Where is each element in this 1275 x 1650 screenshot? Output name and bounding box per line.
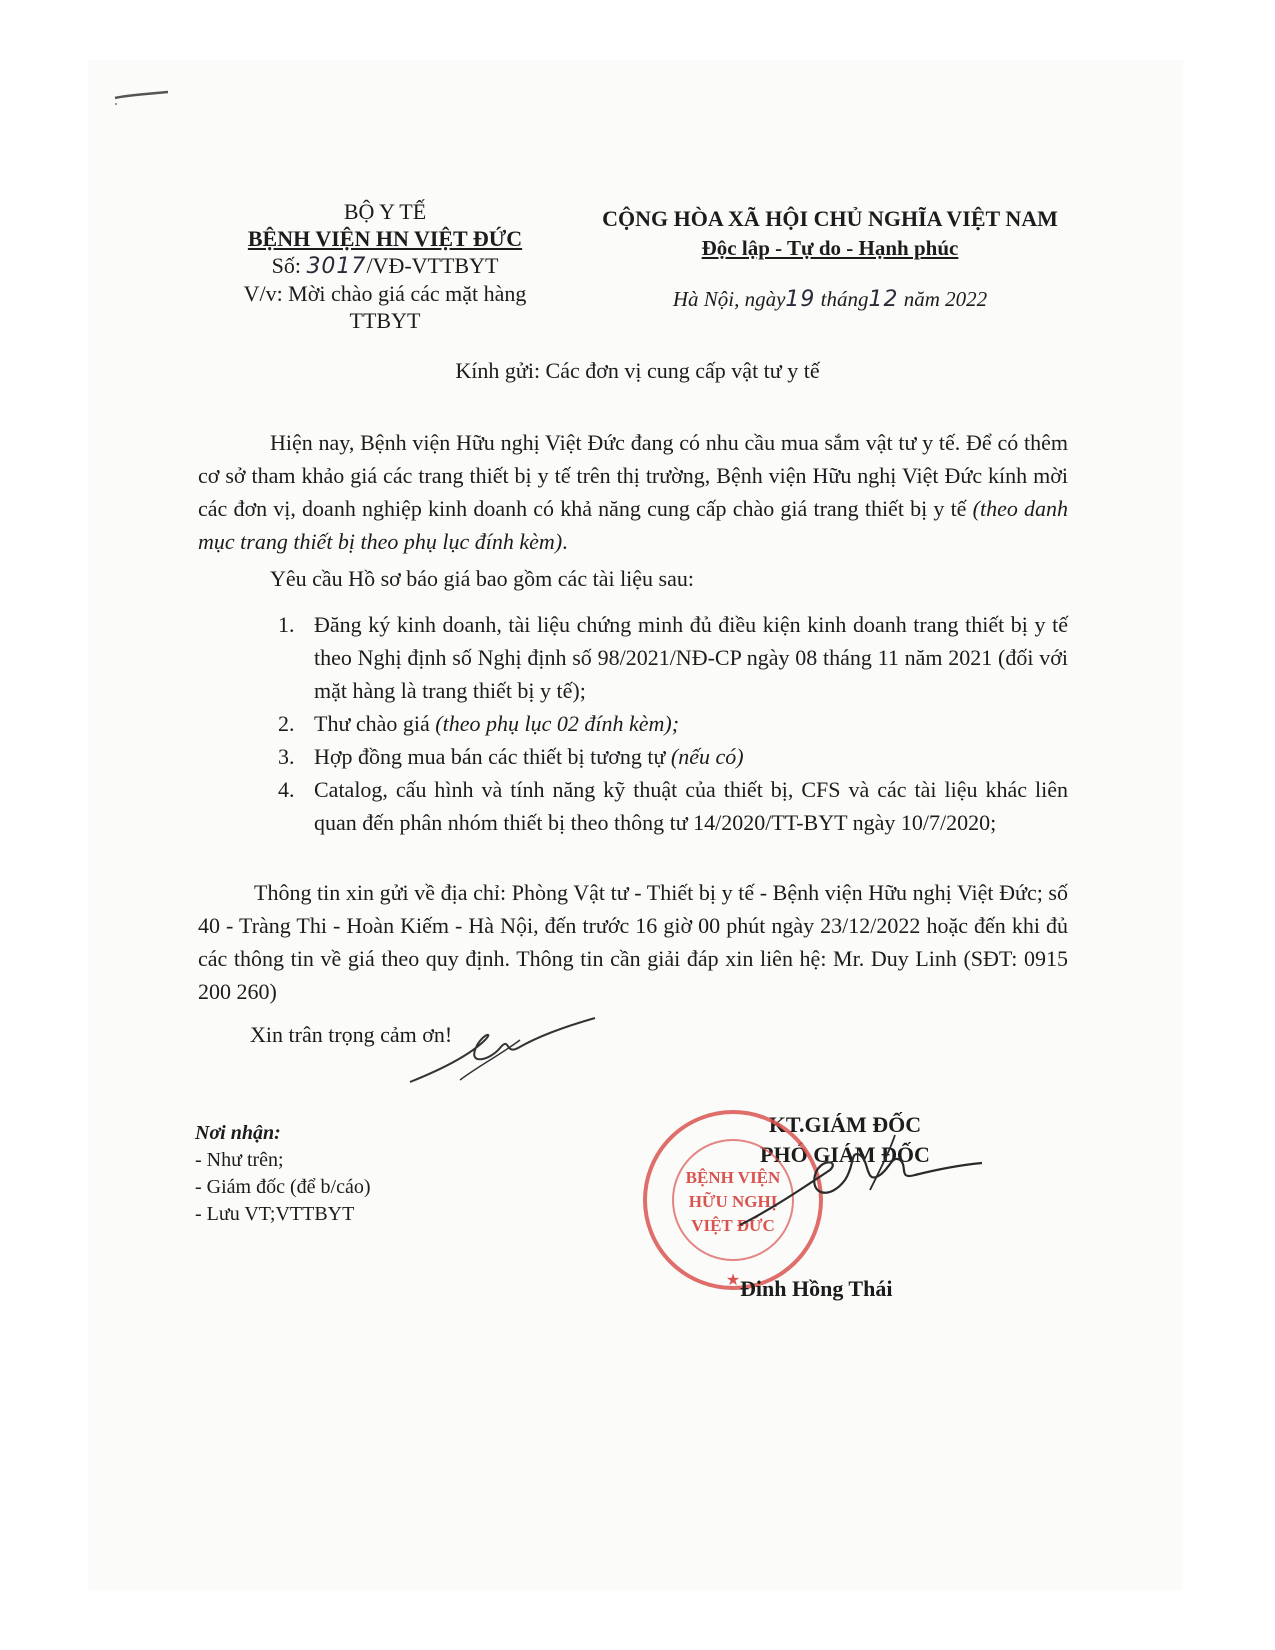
subject-line-2: TTBYT: [349, 308, 421, 333]
hospital-name: BỆNH VIỆN HN VIỆT ĐỨC: [247, 226, 523, 251]
recipient-item: - Lưu VT;VTTBYT: [195, 1203, 355, 1225]
country-name: CỘNG HÒA XÃ HỘI CHỦ NGHĨA VIỆT NAM: [602, 206, 1058, 231]
stamp-line-2: HỮU NGHỊ: [688, 1192, 778, 1211]
signature-title-1: KT.GIÁM ĐỐC: [768, 1112, 922, 1137]
requirements-list: [278, 608, 1068, 839]
list-item: 2. Thư chào giá (theo phụ lục 02 đính kèm);: [278, 711, 680, 736]
document-number: Số: 3017/VĐ-VTTBYT: [271, 253, 499, 279]
handwritten-day: 19: [785, 287, 816, 312]
recipient-item: - Giám đốc (để b/cáo): [195, 1176, 371, 1198]
header-right: [585, 205, 1075, 312]
recipients-title: Nơi nhận:: [195, 1122, 281, 1144]
list-item: 4. Catalog, cấu hình và tính năng kỹ thuật của thiết bị, CFS và các tài liệu khác liên quan đến phân nhóm thiết bị theo thông tư 14/2020/TT-BYT ngày 10/7/2020;: [278, 777, 1068, 835]
stamp-line-3: VIỆT ĐỨC: [691, 1216, 775, 1235]
date-line: Hà Nội, ngày19 tháng12 năm 2022: [672, 287, 988, 312]
initial-signature: [400, 1010, 600, 1090]
recipient-item: - Như trên;: [195, 1149, 284, 1171]
svg-text:★: ★: [725, 1272, 741, 1289]
recipient-line: Kính gửi: Các đơn vị cung cấp vật tư y tế: [455, 358, 820, 383]
handwritten-month: 12: [868, 287, 899, 312]
national-motto: Độc lập - Tự do - Hạnh phúc: [701, 236, 959, 260]
closing-line: Xin trân trọng cảm ơn!: [250, 1022, 453, 1047]
handwritten-number: 3017: [306, 254, 367, 279]
director-signature: [720, 1130, 990, 1240]
scan-artifact-mark: [113, 88, 173, 108]
contact-paragraph: Thông tin xin gửi về địa chỉ: Phòng Vật tư - Thiết bị y tế - Bệnh viện Hữu nghị Việt Đức; số 40 - Tràng Thi - Hoàn Kiếm - Hà Nội, đến trước 16 giờ 00 phút ngày 23/12/2022 hoặc đến khi đủ các thông tin về giá theo quy định. Thông tin cần giải đáp xin liên hệ: Mr. Duy Linh (SĐT: 0915 200 260): [198, 880, 1068, 1004]
intro-paragraph: Hiện nay, Bệnh viện Hữu nghị Việt Đức đang có nhu cầu mua sắm vật tư y tế. Để có thêm cơ sở tham khảo giá các trang thiết bị y tế trên thị trường, Bệnh viện Hữu nghị Việt Đức kính mời các đơn vị, doanh nghiệp kinh doanh có khả năng cung cấp chào giá trang thiết bị y tế (theo danh mục trang thiết bị theo phụ lục đính kèm).: [198, 430, 1068, 554]
recipients-block: [195, 1120, 370, 1228]
signature-title-2: PHÓ GIÁM ĐỐC: [760, 1142, 930, 1167]
requirements-heading: Yêu cầu Hồ sơ báo giá bao gồm các tài liệu sau:: [270, 566, 694, 591]
ministry-name: BỘ Y TẾ: [343, 199, 427, 224]
stamp-line-1: BỆNH VIỆN: [685, 1168, 781, 1187]
list-item: 3. Hợp đồng mua bán các thiết bị tương tự (nếu có): [278, 744, 744, 769]
list-item: 1. Đăng ký kinh doanh, tài liệu chứng minh đủ điều kiện kinh doanh trang thiết bị y tế theo Nghị định số Nghị định số 98/2021/NĐ-CP ngày 08 tháng 11 năm 2021 (đối với mặt hàng là trang thiết bị y tế);: [278, 612, 1068, 703]
header-left: [200, 198, 570, 334]
signer-name: Đinh Hồng Thái: [740, 1276, 893, 1301]
subject-line-1: V/v: Mời chào giá các mặt hàng: [243, 281, 527, 306]
